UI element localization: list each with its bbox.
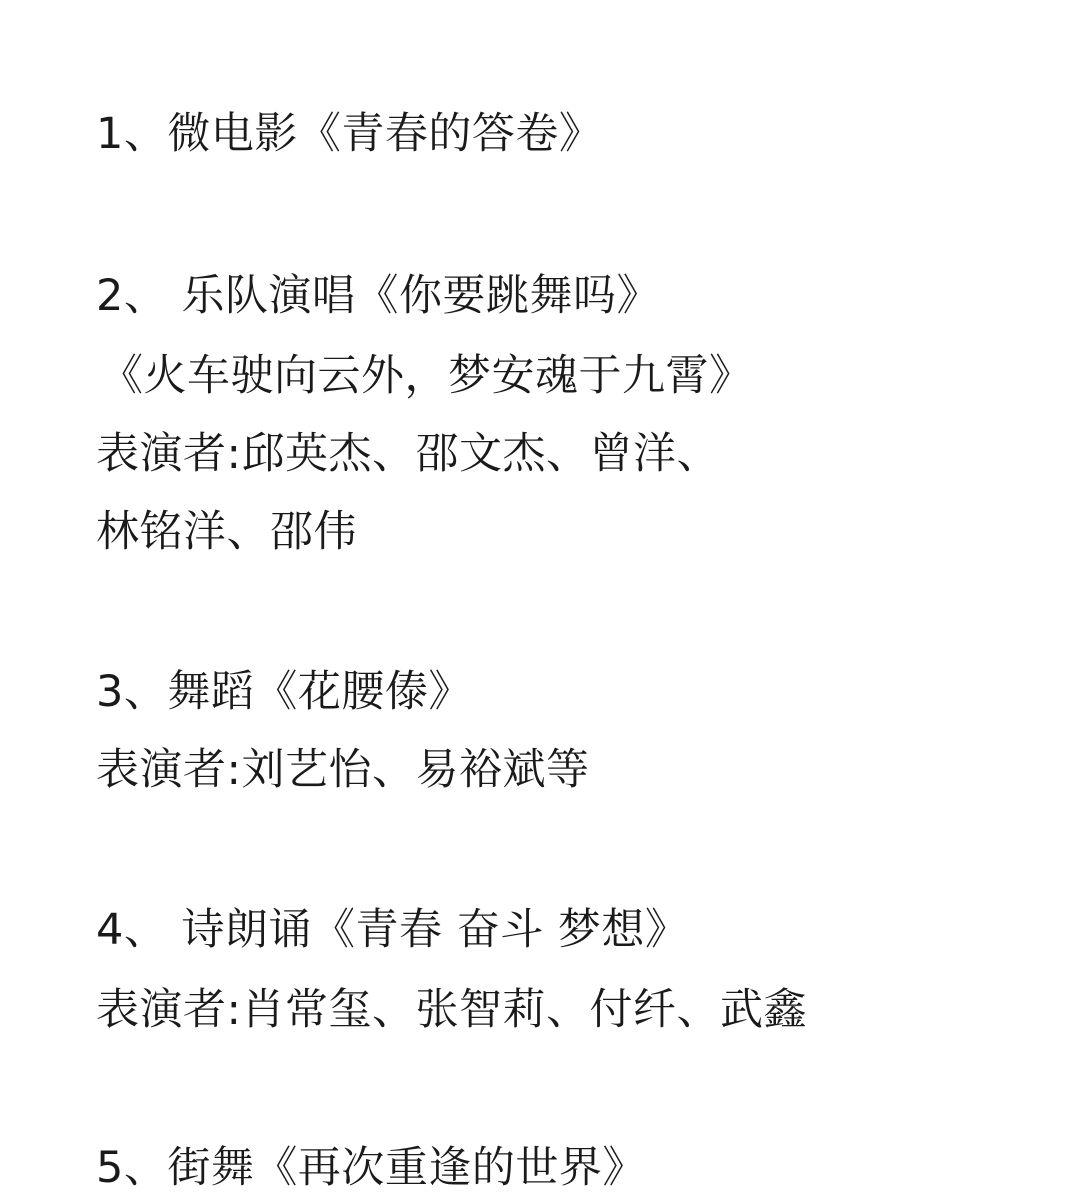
item-3-performers: 表演者:刘艺怡、易裕斌等 [96, 745, 590, 795]
item-2-performers-line1: 表演者:邱英杰、邵文杰、曾洋、 [96, 429, 720, 479]
item-5-title: 5、街舞《再次重逢的世界》 [96, 1143, 646, 1193]
item-3-title: 3、舞蹈《花腰傣》 [96, 667, 472, 717]
item-1-title: 1、微电影《青春的答卷》 [96, 109, 603, 159]
item-2-performers-line2: 林铭洋、邵伟 [96, 507, 357, 557]
item-4-title: 4、 诗朗诵《青春 奋斗 梦想》 [96, 905, 689, 955]
item-2-title: 2、 乐队演唱《你要跳舞吗》 [96, 271, 661, 321]
item-4-performers: 表演者:肖常玺、张智莉、付纤、武鑫 [96, 985, 807, 1035]
item-2-subtitle: 《火车驶向云外，梦安魂于九霄》 [100, 351, 753, 401]
